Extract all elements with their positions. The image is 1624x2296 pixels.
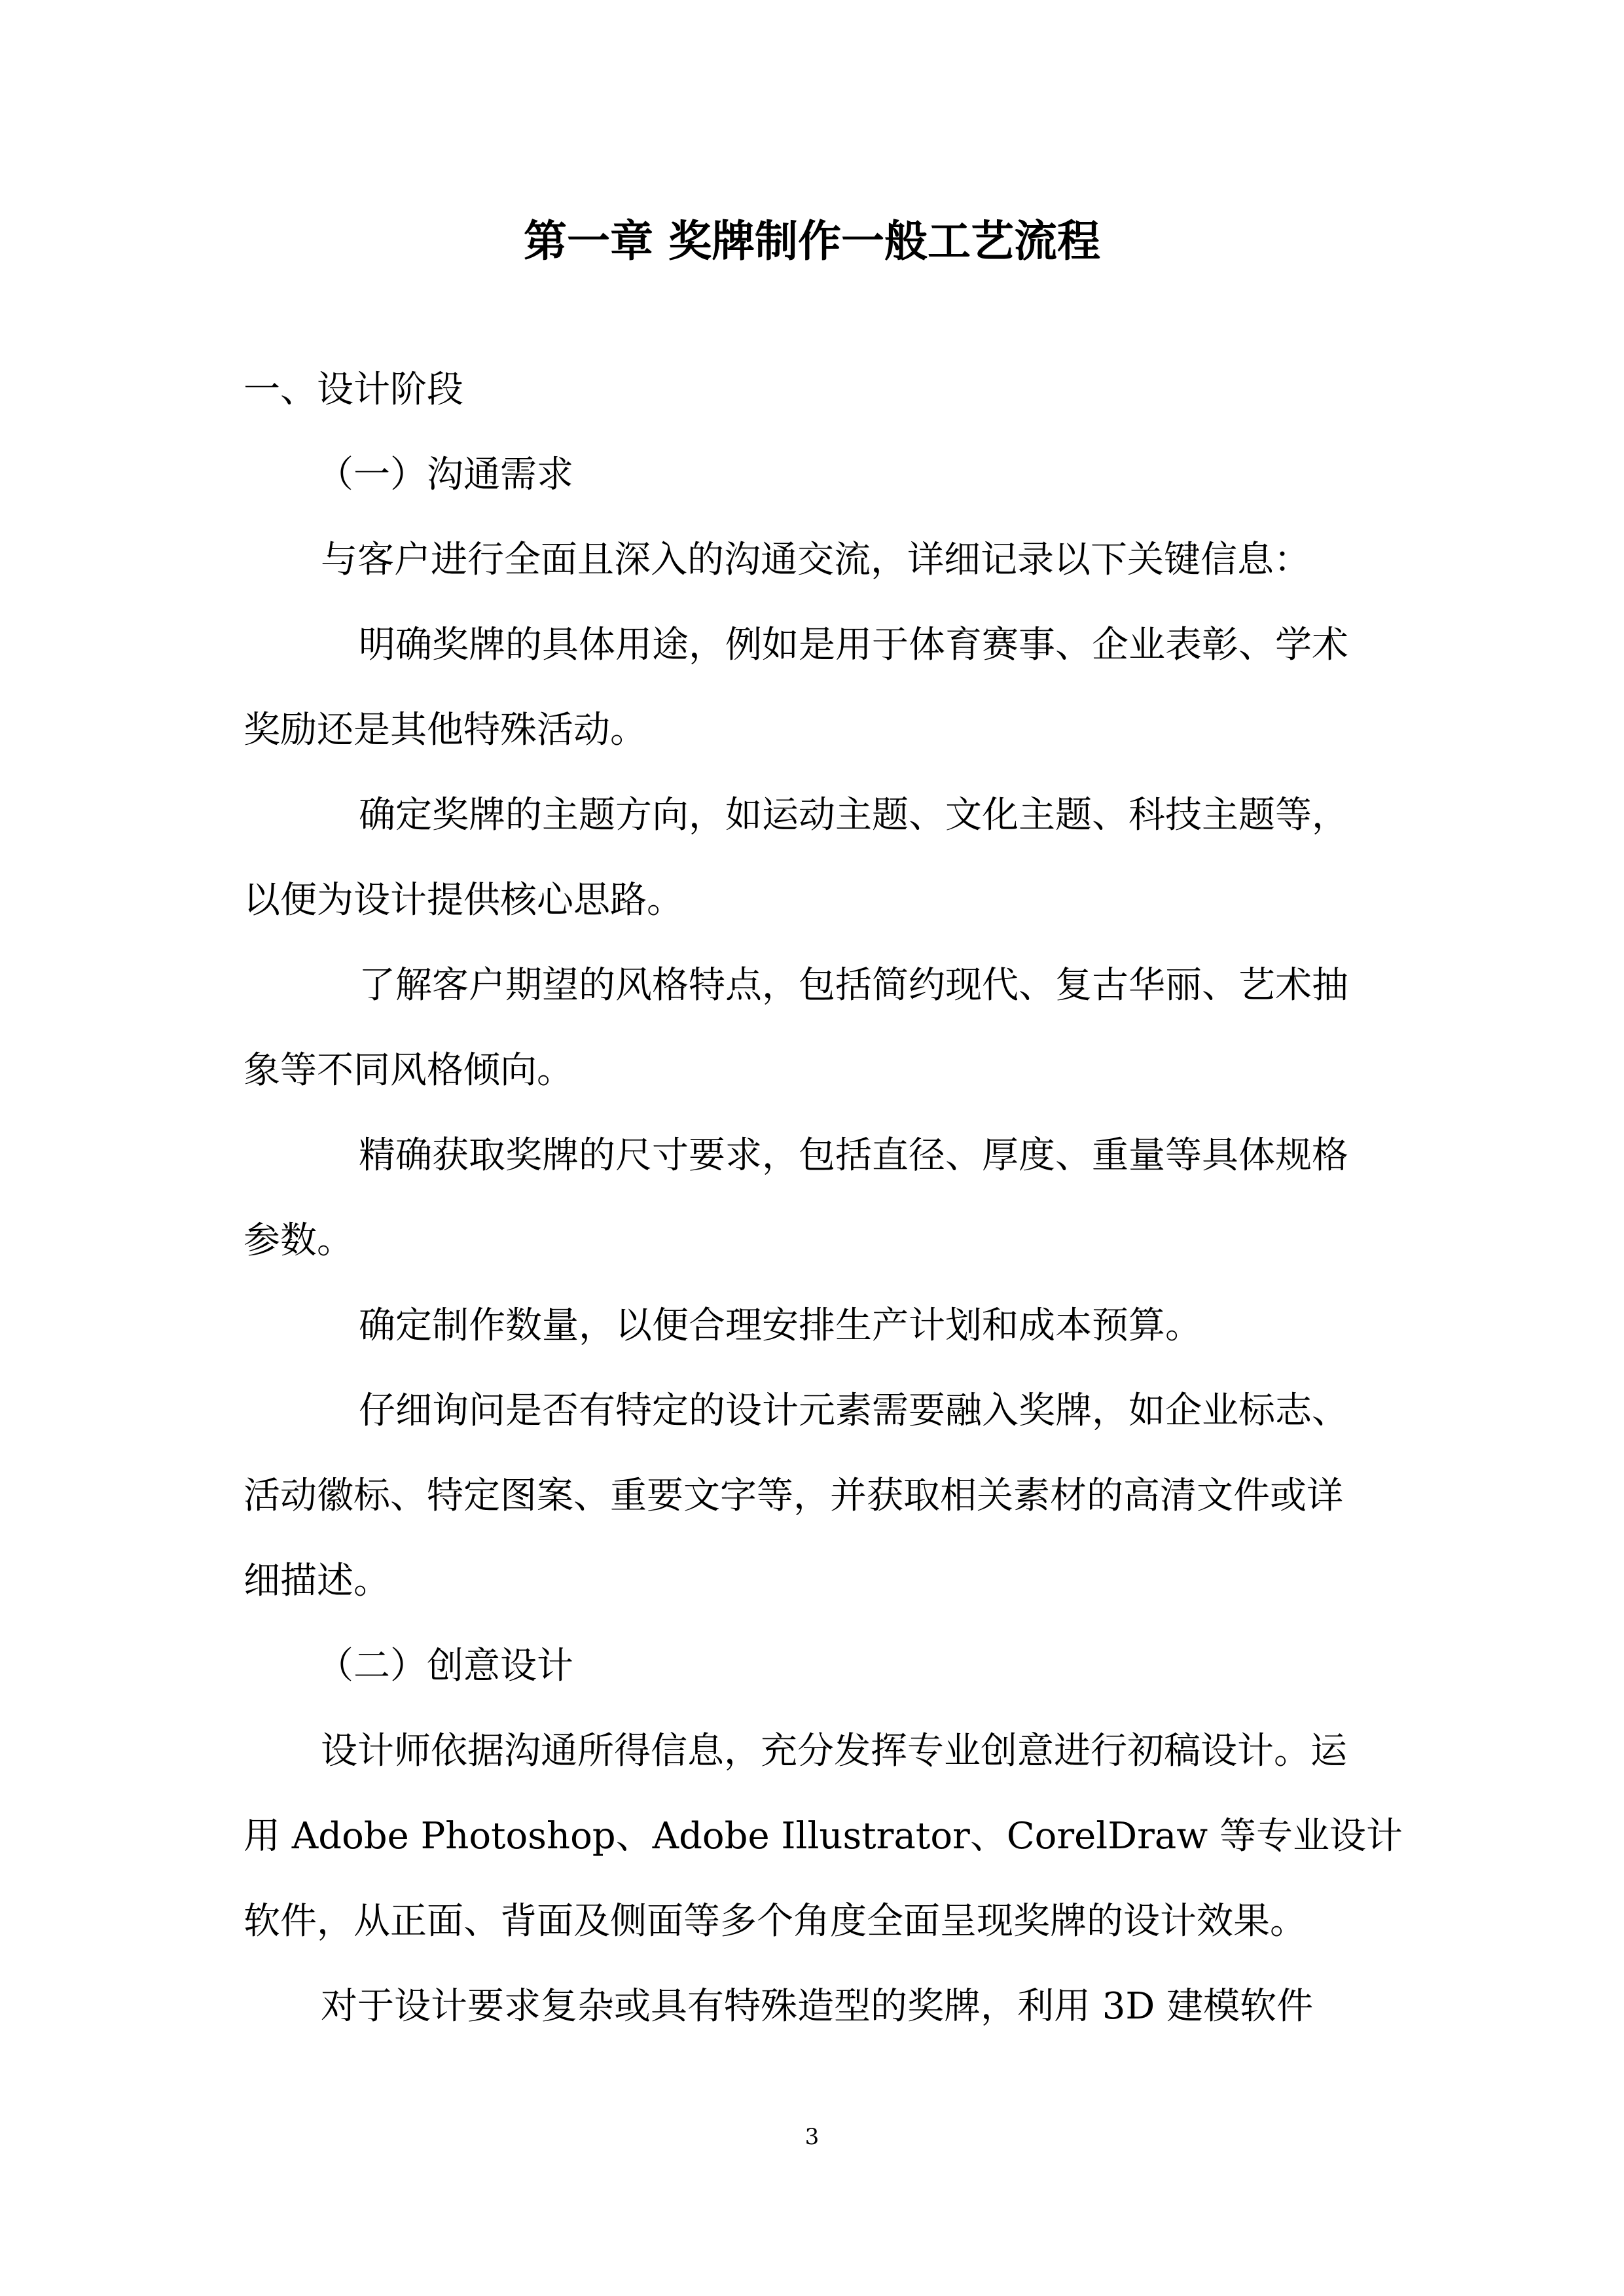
subsection-heading-creative: （二）创意设计	[317, 1645, 573, 1687]
paragraph-purpose-line-2: 奖励还是其他特殊活动。	[244, 709, 647, 751]
paragraph-creative-2-line-1: 对于设计要求复杂或具有特殊造型的奖牌，利用 3D 建模软件	[321, 1985, 1314, 2028]
paragraph-style-line-1: 了解客户期望的风格特点，包括简约现代、复古华丽、艺术抽	[359, 964, 1348, 1007]
chapter-title: 第一章 奖牌制作一般工艺流程	[524, 215, 1100, 266]
paragraph-quantity: 确定制作数量，以便合理安排生产计划和成本预算。	[359, 1304, 1202, 1347]
paragraph-size-line-1: 精确获取奖牌的尺寸要求，包括直径、厚度、重量等具体规格	[359, 1134, 1348, 1177]
subsection-heading-communication: （一）沟通需求	[317, 454, 573, 496]
paragraph-creative-1-line-1: 设计师依据沟通所得信息，充分发挥专业创意进行初稿设计。运	[321, 1730, 1347, 1772]
paragraph-size-line-2: 参数。	[244, 1219, 353, 1262]
page-number: 3	[804, 2124, 820, 2150]
section-heading-design: 一、设计阶段	[244, 368, 463, 411]
paragraph-intro: 与客户进行全面且深入的沟通交流，详细记录以下关键信息：	[321, 539, 1310, 581]
paragraph-elements-line-3: 细描述。	[244, 1560, 390, 1602]
paragraph-elements-line-1: 仔细询问是否有特定的设计元素需要融入奖牌，如企业标志、	[359, 1390, 1348, 1432]
paragraph-style-line-2: 象等不同风格倾向。	[244, 1049, 573, 1092]
paragraph-creative-1-line-2: 用 Adobe Photoshop、Adobe Illustrator、CorelDraw 等专业设计	[244, 1815, 1403, 1857]
paragraph-theme-line-1: 确定奖牌的主题方向，如运动主题、文化主题、科技主题等，	[359, 794, 1348, 836]
paragraph-theme-line-2: 以便为设计提供核心思路。	[244, 879, 683, 922]
paragraph-purpose-line-1: 明确奖牌的具体用途，例如是用于体育赛事、企业表彰、学术	[359, 624, 1348, 666]
paragraph-creative-1-line-3: 软件，从正面、背面及侧面等多个角度全面呈现奖牌的设计效果。	[244, 1900, 1307, 1943]
paragraph-elements-line-2: 活动徽标、特定图案、重要文字等，并获取相关素材的高清文件或详	[244, 1475, 1343, 1517]
